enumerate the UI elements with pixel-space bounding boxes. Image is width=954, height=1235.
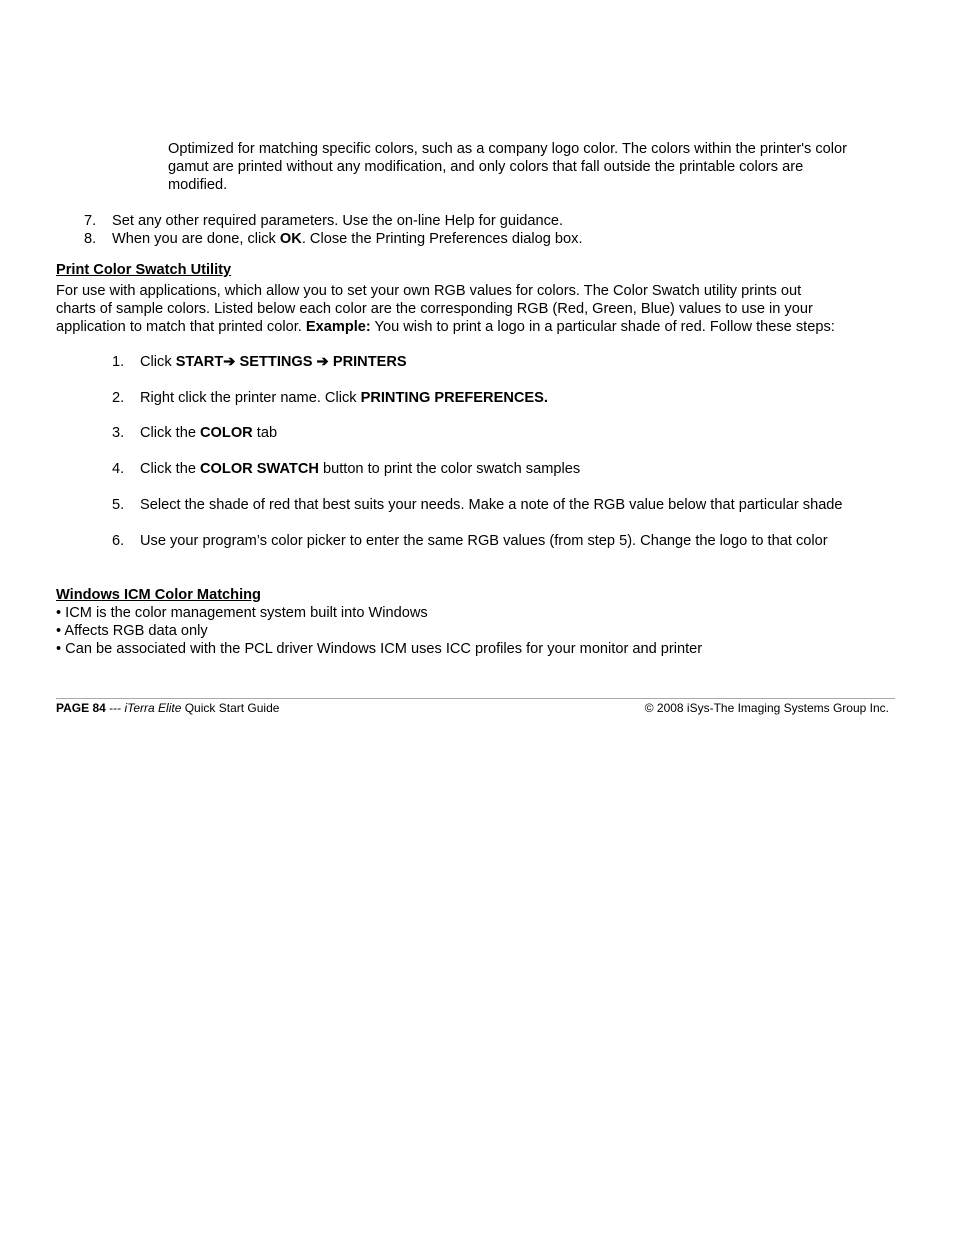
- list-item-number: 2.: [112, 390, 125, 406]
- list-item-number: 6.: [112, 533, 125, 549]
- step-7-text: Set any other required parameters. Use the on-line Help for guidance.: [112, 213, 564, 229]
- list-item: Right click the printer name. Click PRINTING PREFERENCES.: [140, 390, 548, 406]
- intro-line-2: gamut are printed without any modification, and only colors that fall outside the printable colors are: [168, 159, 804, 175]
- list-item: Click START➔ SETTINGS ➔ PRINTERS: [140, 354, 407, 370]
- list-item: Click the COLOR tab: [140, 425, 278, 441]
- list-item: Click the COLOR SWATCH button to print the color swatch samples: [140, 461, 581, 477]
- list-item-number: 5.: [112, 497, 125, 513]
- list-item-number: 1.: [112, 354, 125, 370]
- list-item: Select the shade of red that best suits your needs. Make a note of the RGB value below that particular shade: [140, 497, 843, 513]
- list-item-number: 4.: [112, 461, 125, 477]
- section1-line-3: application to match that printed color. Example: You wish to print a logo in a particular shade of red. Follow these steps:: [56, 319, 835, 335]
- step-8-number: 8.: [84, 231, 97, 247]
- list-item-number: 3.: [112, 425, 125, 441]
- footer-copyright: © 2008 iSys-The Imaging Systems Group Inc.: [644, 701, 889, 715]
- bullet-item: • ICM is the color management system built into Windows: [56, 605, 428, 621]
- section1-line-1: For use with applications, which allow you to set your own RGB values for colors. The Color Swatch utility prints out: [56, 283, 802, 299]
- list-item: Use your program’s color picker to enter the same RGB values (from step 5). Change the logo to that color: [140, 533, 828, 549]
- intro-line-3: modified.: [168, 177, 228, 193]
- section-heading-windows-icm: Windows ICM Color Matching: [56, 587, 261, 603]
- bullet-item: • Can be associated with the PCL driver Windows ICM uses ICC profiles for your monitor and printer: [56, 641, 703, 657]
- bullet-item: • Affects RGB data only: [56, 623, 208, 639]
- footer-page-info: PAGE 84 --- iTerra Elite Quick Start Guide: [56, 701, 280, 715]
- intro-line-1: Optimized for matching specific colors, such as a company logo color. The colors within the printer's color: [168, 141, 847, 157]
- section1-line-2: charts of sample colors. Listed below each color are the corresponding RGB (Red, Green, Blue) values to use in your: [56, 301, 813, 317]
- step-8-text: When you are done, click OK. Close the Printing Preferences dialog box.: [112, 231, 583, 247]
- footer-divider: [56, 698, 895, 699]
- section-heading-color-swatch: Print Color Swatch Utility: [56, 262, 232, 278]
- step-7-number: 7.: [84, 213, 97, 229]
